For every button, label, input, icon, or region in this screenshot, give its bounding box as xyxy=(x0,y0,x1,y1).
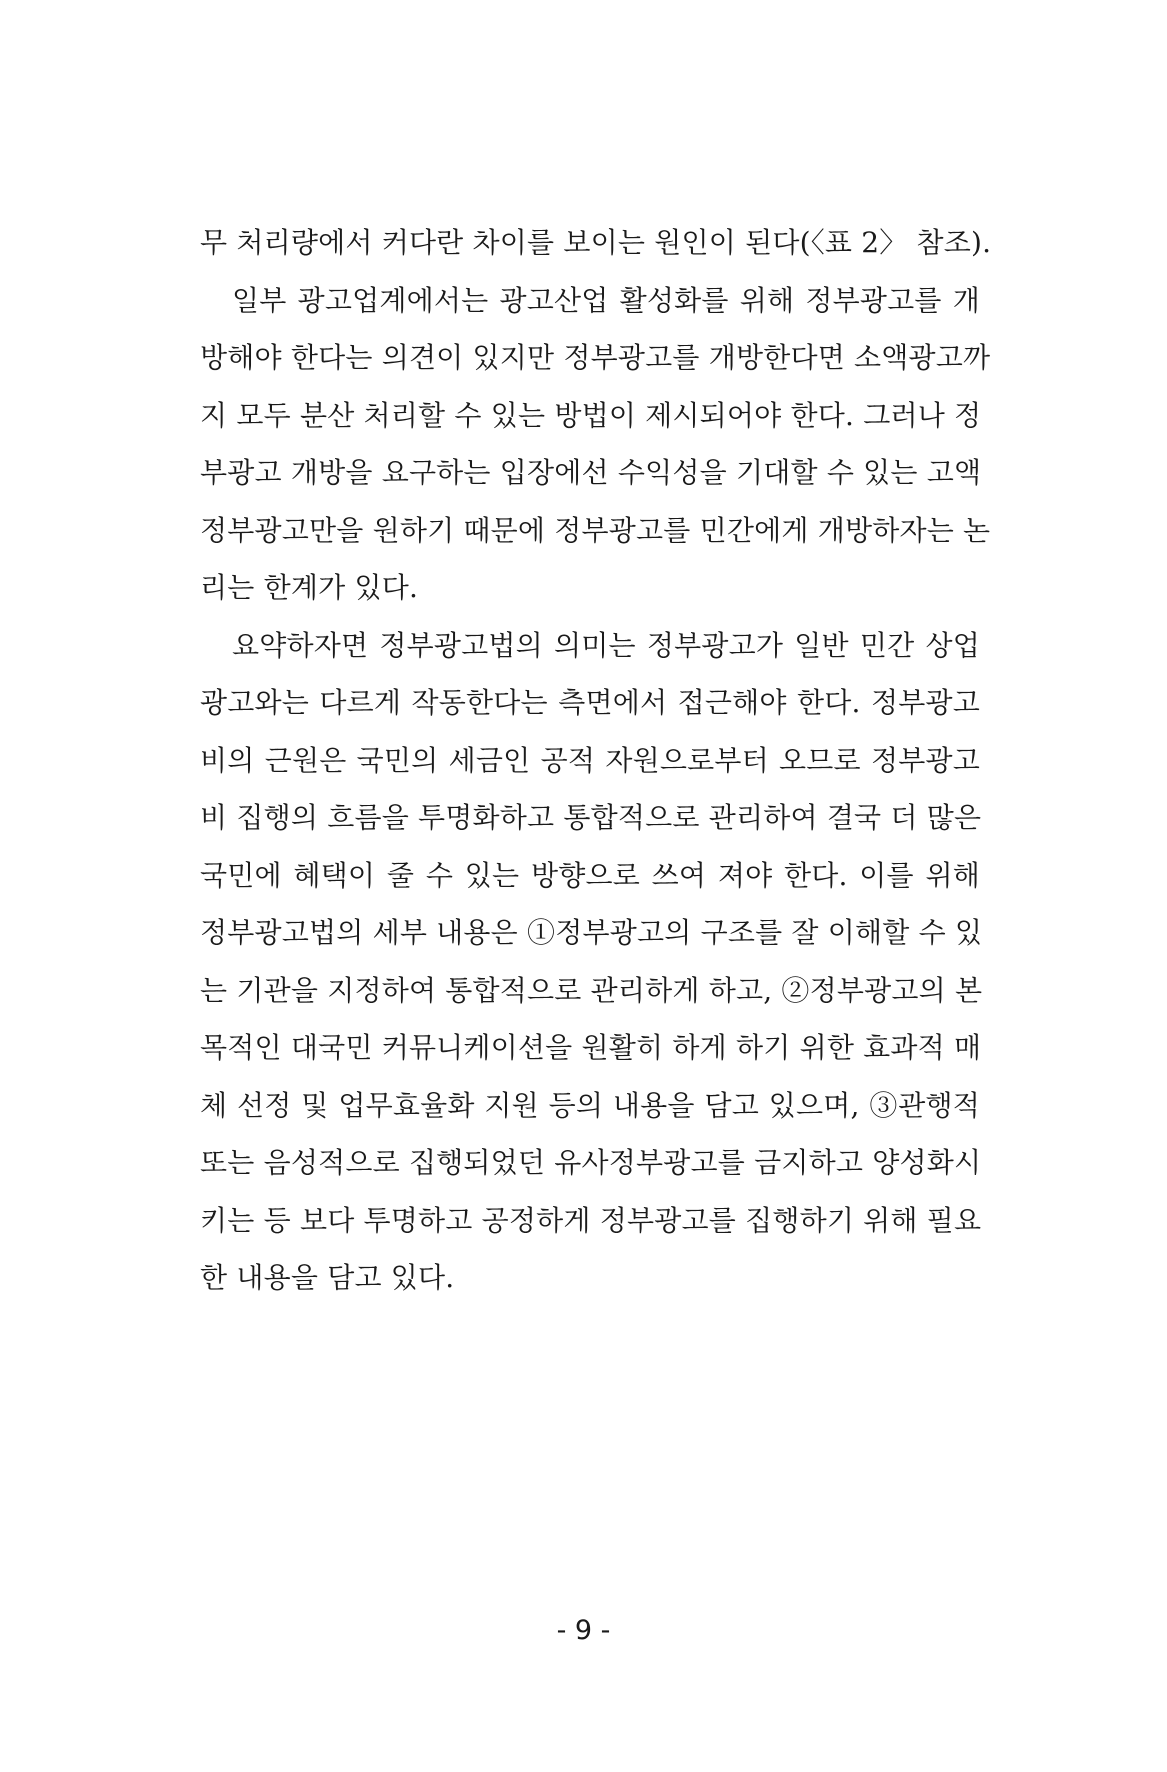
text-line: 국민에 혜택이 줄 수 있는 방향으로 쓰여 져야 한다. 이를 위해 xyxy=(200,858,980,892)
text-line: 정부광고만을 원하기 때문에 정부광고를 민간에게 개방하자는 논 xyxy=(200,513,991,547)
text-line: 방해야 한다는 의견이 있지만 정부광고를 개방한다면 소액광고까 xyxy=(200,341,991,374)
text-line: 지 모두 분산 처리할 수 있는 방법이 제시되어야 한다. 그러나 정 xyxy=(200,398,982,432)
text-line: 목적인 대국민 커뮤니케이션을 원활히 하게 하기 위한 효과적 매 xyxy=(200,1031,982,1064)
text-line: 비 집행의 흐름을 투명화하고 통합적으로 관리하여 결국 더 많은 xyxy=(200,801,982,834)
text-line: 키는 등 보다 투명하고 공정하게 정부광고를 집행하기 위해 필요 xyxy=(200,1203,982,1237)
text-line: 부광고 개방을 요구하는 입장에선 수익성을 기대할 수 있는 고액 xyxy=(200,456,982,489)
text-line: 무 처리량에서 커다란 차이를 보이는 원인이 된다(〈표 2〉 참조). xyxy=(200,226,992,259)
paragraph-last-line: 한 내용을 담고 있다. xyxy=(200,1261,455,1294)
text-line: 비의 근원은 국민의 세금인 공적 자원으로부터 오므로 정부광고 xyxy=(200,743,980,777)
paragraph-first-line: 요약하자면 정부광고법의 의미는 정부광고가 일반 민간 상업 xyxy=(232,628,980,662)
text-line: 체 선정 및 업무효율화 지원 등의 내용을 담고 있으며, ③관행적 xyxy=(200,1088,980,1122)
text-line: 정부광고법의 세부 내용은 ①정부광고의 구조를 잘 이해할 수 있 xyxy=(200,916,983,949)
paragraph-first-line: 일부 광고업계에서는 광고산업 활성화를 위해 정부광고를 개 xyxy=(232,283,980,317)
page-number: - 9 - xyxy=(556,1615,611,1646)
text-line: 광고와는 다르게 작동한다는 측면에서 접근해야 한다. 정부광고 xyxy=(200,686,980,719)
body-text xyxy=(200,214,992,1307)
paragraph-last-line: 리는 한계가 있다. xyxy=(200,571,419,604)
text-line: 또는 음성적으로 집행되었던 유사정부광고를 금지하고 양성화시 xyxy=(200,1146,982,1179)
text-line: 는 기관을 지정하여 통합적으로 관리하게 하고, ②정부광고의 본 xyxy=(200,973,983,1007)
